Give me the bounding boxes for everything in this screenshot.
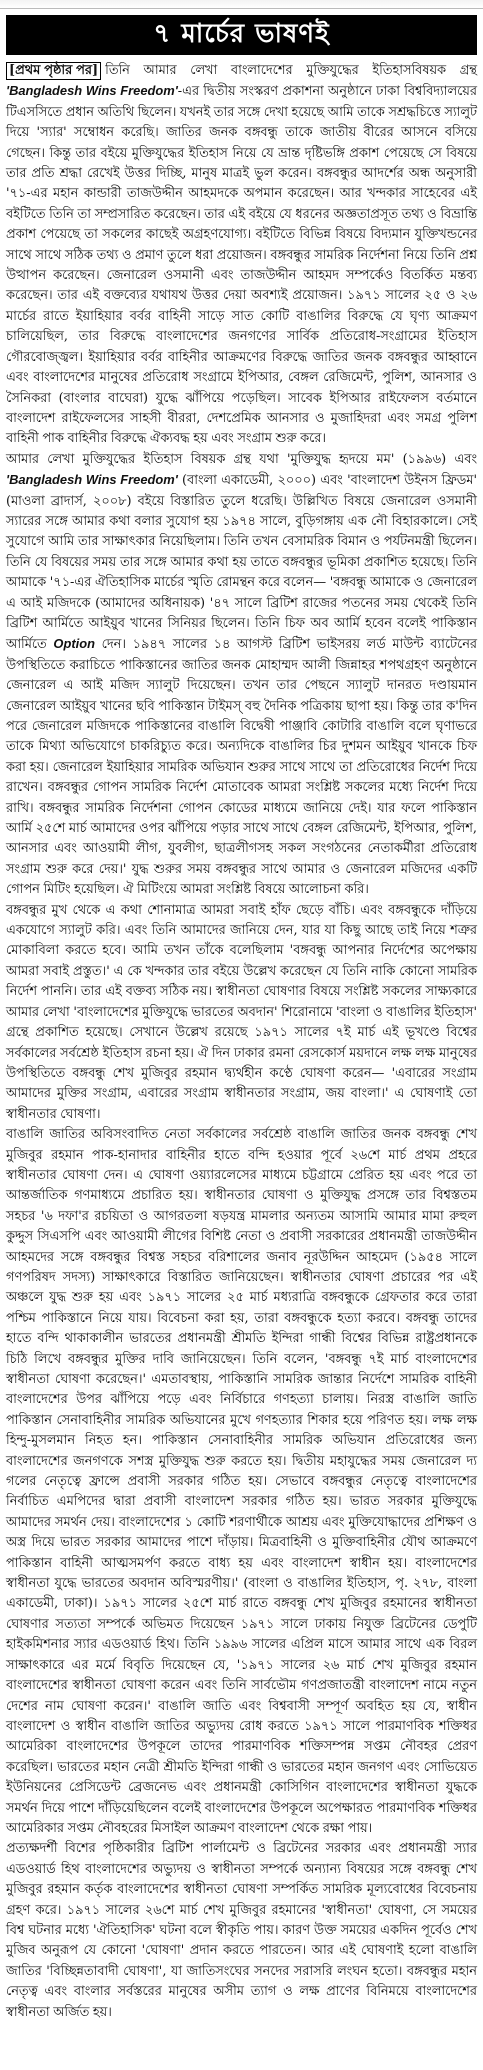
paragraph-5-text: প্রত্যক্ষদর্শী বিশের পৃষ্ঠিকারীর ব্রিটিশ পার্লামেন্ট ও ব্রিটেনের সরকার এবং প্রধানমন্ত্রী স্যার এডওয়ার্ড হিথ বাংলাদেশের অভ্যুদয় ও স্বাধীনতা সম্পর্কে অন্যান্য বিষয়ের সঙ্গে বঙ্গবন্ধু শেখ মুজিবুর রহমান কর্তৃক বাংলাদেশের স্বাধীনতা ঘোষণা সম্পর্কিত সামরিক মূল্যবোধের বিবেচনায় গ্রহণ করে। ১৯৭১ সালের ২৬শে মার্চ শেখ মুজিবুর রহমানের 'স্বাধীনতা' ঘোষণা, সে সময়ের বিশ্ব ঘটনার মধ্যে 'ঐতিহাসিক' ঘটনা বলে স্বীকৃতি পায়। কারণ উক্ত সময়ের একদিন পূর্বেও শেখ মুজিব অনুরূপ যে কোনো 'ঘোষণা' প্রদান করতে পারতেন। আর এই ঘোষণাই হলো বাঙালি জাতির 'বিচ্ছিন্নতাবাদী ঘোষণা', যা জাতিসংঘের সনদের সরাসরি লংঘন হতো। বঙ্গবন্ধুর মহান নেতৃত্ব এবং বাংলার সর্বস্তরের মানুষের অসীম ত্যাগ ও লক্ষ প্রাণের বিনিময়ে বাংলাদেশের স্বাধীনতা অর্জিত হয়। (6, 1841, 477, 2020)
book-title-english: 'Bangladesh Wins Freedom' (6, 472, 178, 488)
article-title-text: ৭ মার্চের ভাষণই (153, 19, 330, 49)
article-body (6, 61, 477, 2023)
paragraph-4 (6, 1125, 477, 1839)
book-title-english: 'Bangladesh Wins Freedom' (6, 83, 178, 99)
paragraph-3 (6, 901, 477, 1125)
paragraph-3-text: বঙ্গবন্ধুর মুখ থেকে এ কথা শোনামাত্র আমরা সবাই হাঁফ ছেড়ে বাঁচি। এবং বঙ্গবন্ধুকে দাঁড়িয়ে একযোগে স্যালুট করি। এবং তিনি আমাদের জানিয়ে দেন, যার যা কিছু আছে তাই নিয়ে শত্রুর মোকাবিলা করতে হবে। আমি তখন তাঁকে বলেছিলাম 'বঙ্গবন্ধু আপনার নির্দেশের অপেক্ষায় আমরা সবাই প্রস্তুত।' এ কে খন্দকার তার বইয়ে উল্লেখ করেছেন যে তিনি নাকি কোনো সামরিক নির্দেশ পাননি। তার এই বক্তব্য সঠিক নয়। স্বাধীনতা ঘোষণার বিষয়ে সংশ্লিষ্ট সকলের সাক্ষ্যকারে আমার লেখা 'বাংলাদেশের মুক্তিযুদ্ধে ভারতের অবদান' শিরোনামে 'বাংলা ও বাঙালির ইতিহাস' গ্রন্থে প্রকাশিত হয়েছে। সেখানে উল্লেখ রয়েছে ১৯৭১ সালের ৭ই মার্চ এই ভূখণ্ডে বিশ্বের সর্বকালের সর্বশ্রেষ্ঠ ইতিহাস রচনা হয়। ঐ দিন ঢাকার রমনা রেসকোর্স ময়দানে লক্ষ লক্ষ মানুষের উপস্থিতিতে বঙ্গবন্ধু শেখ মুজিবুর রহমান দ্ব্যর্থহীন কণ্ঠে ঘোষণা করেন— 'এবারের সংগ্রাম আমাদের মুক্তির সংগ্রাম, এবারের সংগ্রাম স্বাধীনতার সংগ্রাম, জয় বাংলা।' এ ঘোষণাই তো স্বাধীনতার ঘোষণা। (6, 902, 477, 1122)
option-word: Option (53, 636, 95, 652)
paragraph-2-text-b: (বাংলা একাডেমী, ২০০০) এবং 'বাংলাদেশ উইনস ফ্রিডম' (মাওলা ব্রাদার্স, ২০০৮) বইয়ে বিস্তারিত তুলে ধরেছি। উল্লিখিত বিষয়ে জেনারেল ওসমানী স্যারের সঙ্গে আমার কথা বলার সুযোগ হয় ১৯৭৪ সালে, বুড়িগঙ্গায় এক নৌ বিহারকালে। সেই সুযোগে আমি তার সাক্ষাৎকার নিয়েছিলাম। তিনি তখন বেসামরিক বিমান ও পর্যটনমন্ত্রী ছিলেন। তিনি যে বিষয়ের সময় তার সঙ্গে আমার কথা হয় তাতে বঙ্গবন্ধুর ভূমিকা প্রকাশিত হয়েছে। তিনি আমাকে '৭১-এর ঐতিহাসিক মার্চের স্মৃতি রোমন্থন করে বলেন— 'বঙ্গবন্ধু আমাকে ও জেনারেল এ আই মজিদকে (আমাদের অধিনায়ক) '৪৭ সালে ব্রিটিশ রাজের পতনের সময় থেকেই তিনি ব্রিটিশ আর্মিতে আইয়ুব খানের সিনিয়র ছিলেন। তিনি চিফ অব আর্মি হবেন বলেই পাকিস্তান আর্মিতে (6, 473, 477, 653)
paragraph-5 (6, 1839, 477, 2023)
paragraph-1-text-b: -এর দ্বিতীয় সংস্করণ প্রকাশনা অনুষ্ঠানে ঢাকা বিশ্ববিদ্যালয়ের টিএসসিতে প্রধান অতিথি ছিলেন। যখনই তার সঙ্গে দেখা হয়েছে আমি তাকে সশ্রদ্ধচিত্তে স্যালুট দিয়ে 'স্যার' সম্বোধন করেছি। জাতির জনক বঙ্গবন্ধু তাকে জাতীয় বীরের আসনে বসিয়ে গেছেন। কিন্তু তার বইয়ে মুক্তিযুদ্ধের ইতিহাস নিয়ে যে ভ্রান্ত দৃষ্টিভঙ্গি প্রকাশ পেয়েছে সে বিষয়ে তার প্রতি শ্রদ্ধা রেখেই উত্তর দিচ্ছি, মানুষ মাত্রই ভুল করেন। বঙ্গবন্ধুর আদর্শের অন্ধ অনুসারী '৭১-এর মহান কান্ডারী তাজউদ্দীন আহমদকে অপমান করেছেন। আর খন্দকার সাহেবের এই বইটিতে তিনি তা সম্প্রসারিত করেছেন। তার এই বইয়ে যে ধরনের অজ্ঞতাপ্রসূত তথ্য ও বিভ্রান্তি প্রকাশ পেয়েছে তা সকলের কাছেই অগ্রহণযোগ্য। বইটিতে বিভিন্ন বিষয়ে বিদ্যমান যুক্তিখন্ডনের সাথে সাথে সঠিক তথ্য ও প্রমাণ তুলে ধরা প্রয়োজন। বঙ্গবন্ধুর সামরিক নির্দেশনা নিয়ে তিনি প্রশ্ন উত্থাপন করেছেন। জেনারেল ওসমানী এবং তাজউদ্দীন আহমদ সম্পর্কেও বিতর্কিত মন্তব্য করেছেন। তার এই বক্তব্যের যথাযথ উত্তর দেয়া অবশ্যই প্রয়োজন। ১৯৭১ সালের ২৫ ও ২৬ মার্চের রাতে ইয়াহিয়ার বর্বর বাহিনী সাড়ে সাত কোটি বাঙালির বিরুদ্ধে যে ঘৃণ্য আক্রমণ চালিয়েছিল, তার বিরুদ্ধে বাংলাদেশের জনগণের সার্বিক প্রতিরোধ-সংগ্রামের ইতিহাস গৌরবোজ্জ্বল। ইয়াহিয়ার বর্বর বাহিনীর আক্রমণের বিরুদ্ধে জাতির জনক বঙ্গবন্ধুর আহ্বানে এবং বাংলাদেশের মানুষের প্রতিরোধ সংগ্রামে ইপিআর, বেঙ্গল রেজিমেন্ট, পুলিশ, আনসার ও সৈনিকরা (বাংলার বাঘেরা) যুদ্ধে ঝাঁপিয়ে পড়েছিল। সাবেক ইপিআর রাইফেলস বর্তমানে বাংলাদেশ রাইফেলসের সাহসী বীররা, দেশপ্রেমিক আনসার ও মুজাহিদরা এবং সমগ্র পুলিশ বাহিনী পাক বাহিনীর বিরুদ্ধে ঐক্যবদ্ধ হয় এবং সংগ্রাম শুরু করে। (6, 84, 477, 447)
paragraph-4-text: বাঙালি জাতির অবিসংবাদিত নেতা সর্বকালের সর্বশ্রেষ্ঠ বাঙালি জাতির জনক বঙ্গবন্ধু শেখ মুজিবুর রহমান পাক-হানাদার বাহিনীর হাতে বন্দি হওয়ার পূর্বে ২৬শে মার্চ প্রথম প্রহরে স্বাধীনতার ঘোষণা দেন। এ ঘোষণা ওয়্যারলেসের মাধ্যমে চট্টগ্রামে প্রেরিত হয় এবং পরে তা আন্তর্জাতিক গণমাধ্যমে প্রচারিত হয়। স্বাধীনতার ঘোষণা ও মুক্তিযুদ্ধ প্রসঙ্গে তার বিশ্বস্ততম সহচর '৬ দফা'র রচয়িতা ও আগরতলা ষড়যন্ত্র মামলার অন্যতম আসামি আমার মামা রুহুল কুদ্দুস সিএসপি এবং আওয়ামী লীগের বিশিষ্ট নেতা ও প্রবাসী সরকারের প্রধানমন্ত্রী তাজউদ্দীন আহমদের সঙ্গে বঙ্গবন্ধুর বিশ্বস্ত সহচর বরিশালের জনাব নূরউদ্দিন আহমেদ (১৯৫৪ সালে গণপরিষদ সদস্য) সাক্ষাৎকারে বিস্তারিত জানিয়েছেন। স্বাধীনতার ঘোষণা প্রচারের পর এই অঞ্চলে যুদ্ধ শুরু হয় এবং ১৯৭১ সালের ২৫ মার্চ মধ্যরাত্রি বঙ্গবন্ধুকে গ্রেফতার করে তারা পশ্চিম পাকিস্তানে নিয়ে যায়। বিবেচনা করা হয়, তারা বঙ্গবন্ধুকে হত্যা করবে। বঙ্গবন্ধু তাদের হাতে বন্দি থাকাকালীন ভারতের প্রধানমন্ত্রী শ্রীমতি ইন্দিরা গান্ধী বিশ্বের বিভিন্ন রাষ্ট্রপ্রধানকে চিঠি লিখে বঙ্গবন্ধুর মুক্তির দাবি জানিয়েছেন। তিনি বলেন, 'বঙ্গবন্ধু ৭ই মার্চ বাংলাদেশের স্বাধীনতা ঘোষণা করেছেন।' এমতাবস্থায়, পাকিস্তানি সামরিক জান্তার নির্দেশে সামরিক বাহিনী বাংলাদেশের উপর ঝাঁপিয়ে পড়ে এবং নির্বিচারে গণহত্যা চালায়। নিরস্ত্র বাঙালি জাতি পাকিস্তান সেনাবাহিনীর সামরিক অভিযানের মুখে গণহত্যার শিকার হয়ে পরিণত হয়। লক্ষ লক্ষ হিন্দু-মুসলমান নিহত হন। পাকিস্তান সেনাবাহিনীর সামরিক অভিযান প্রতিরোধের জন্য বাংলাদেশের জনগণকে সশস্ত্র মুক্তিযুদ্ধ শুরু করতে হয়। দ্বিতীয় মহাযুদ্ধের সময় জেনারেল দ্য গলের নেতৃত্বে ফ্রান্সে প্রবাসী সরকার গঠিত হয়। সেভাবে বঙ্গবন্ধুর নেতৃত্বে বাংলাদেশের নির্বাচিত এমপিদের দ্বারা প্রবাসী বাংলাদেশ সরকার গঠিত হয়। ভারত সরকার মুক্তিযুদ্ধে আমাদের সমর্থন দেয়। বাংলাদেশের ১ কোটি শরণার্থীকে আশ্রয় এবং মুক্তিযোদ্ধাদের প্রশিক্ষণ ও অস্ত্র দিয়ে ভারত সরকার আমাদের পাশে দাঁড়ায়। মিত্রবাহিনী ও মুক্তিবাহিনীর যৌথ আক্রমণে পাকিস্তান বাহিনী আত্মসমর্পণ করতে বাধ্য হয় এবং বাংলাদেশ স্বাধীন হয়। বাংলাদেশের স্বাধীনতা যুদ্ধে ভারতের অবদান অবিস্মরণীয়।' (বাংলা ও বাঙালির ইতিহাস, পৃ. ২৭৮, বাংলা একাডেমী, ঢাকা)। ১৯৭১ সালের ২৫শে মার্চ রাতে বঙ্গবন্ধু শেখ মুজিবুর রহমানের স্বাধীনতা ঘোষণার সত্যতা সম্পর্কে অভিমত দিয়েছেন ১৯৭১ সালে ঢাকায় নিযুক্ত ব্রিটেনের ডেপুটি হাইকমিশনার স্যার এডওয়ার্ড হিথ। তিনি ১৯৯৬ সালের এপ্রিল মাসে আমার সাথে এক বিরল সাক্ষাৎকারে এর মর্মে বিবৃতি দিয়েছেন যে, '১৯৭১ সালের ২৬ মার্চ শেখ মুজিবুর রহমান বাংলাদেশের স্বাধীনতা ঘোষণা করেন এবং তিনি সার্বভৌম গণপ্রজাতন্ত্রী বাংলাদেশ নামে নতুন দেশের নাম ঘোষণা করেন।' বাঙালি জাতি এবং বিশ্ববাসী সম্পূর্ণ অবহিত হয় যে, স্বাধীন বাংলাদেশ ও স্বাধীন বাঙালি জাতির অভ্যুদয় রোধ করতে ১৯৭১ সালে পারমাণবিক শক্তিধর আমেরিকা বাংলাদেশের উপকূলে তাদের পারমাণবিক শক্তিসম্পন্ন সপ্তম নৌবহর প্রেরণ করেছিল। ভারতের মহান নেত্রী শ্রীমতি ইন্দিরা গান্ধী ও ভারতের মহান জনগণ এবং সোভিয়েত ইউনিয়নের প্রেসিডেন্ট ব্রেজনেভ এবং প্রধানমন্ত্রী কোসিগিন বাংলাদেশের স্বাধীনতা যুদ্ধকে সমর্থন দিয়ে পাশে দাঁড়িয়েছিলেন বলেই বাংলাদেশের উপকূলে অপেক্ষারত পারমাণবিক শক্তিধর আমেরিকার সপ্তম নৌবহরের মিসাইল আক্রমণ বাংলাদেশ থেকে রক্ষা পায়। (6, 1127, 477, 1836)
paragraph-1-text-a: তিনি আমার লেখা বাংলাদেশের মুক্তিযুদ্ধের ইতিহাসবিষয়ক গ্রন্থ (105, 63, 477, 78)
cropped-header-strip (0, 0, 483, 9)
paragraph-2 (6, 450, 477, 901)
paragraph-2-text-c: দেন। ১৯৪৭ সালের ১৪ আগস্ট ব্রিটিশ ভাইসরয় লর্ড মাউন্ট ব্যাটেনের উপস্থিতিতে করাচিতে পাকিস্তানের জাতির জনক মোহাম্মদ আলী জিন্নাহর শপথগ্রহণ অনুষ্ঠানে জেনারেল এ আই মজিদ স্যালুট দিয়েছেন। তখন তার পেছনে স্যালুট দানরত দণ্ডায়মান জেনারেল আইয়ুব খানের ছবি পাকিস্তান টাইমস্ বহু দৈনিক পত্রিকায় ছাপা হয়। কিন্তু তার ক'দিন পরে জেনারেল মজিদকে পাকিস্তানের বাঙালি বিদ্বেষী পাঞ্জাবি কোটারি বাঙালি বলে ঘৃণাভরে তাকে মিথ্যা অভিযোগে চাকরিচ্যুত করে। অন্যদিকে বাঙালির চির দুশমন আইয়ুব খানকে চিফ করা হয়। জেনারেল ইয়াহিয়ার সামরিক অভিযান শুরুর সাথে সাথে তা প্রতিরোধের নির্দেশ দিয়ে রাখেন। বঙ্গবন্ধুর গোপন সামরিক নির্দেশ মোতাবেক আমরা সংশ্লিষ্ট সকলের মধ্যে নির্দেশ দিয়ে রাখি। বঙ্গবন্ধুর সামরিক নির্দেশনা গোপন কোডের মাধ্যমে জানিয়ে দেই। যার ফলে পাকিস্তান আর্মি ২৫শে মার্চ আমাদের ওপর ঝাঁপিয়ে পড়ার সাথে সাথে বেঙ্গল রেজিমেন্ট, ইপিআর, পুলিশ, আনসার এবং আওয়ামী লীগ, যুবলীগ, ছাত্রলীগসহ সকল সংগঠনের নেতাকর্মীরা প্রতিরোধ সংগ্রাম শুরু করে দেয়।' যুদ্ধ শুরুর সময় বঙ্গবন্ধুর সাথে আমার ও জেনারেল মজিদের একটি গোপন মিটিং হয়েছিল। ঐ মিটিংয়ে আমরা সংশ্লিষ্ট বিষয়ে আলোচনা করি। (6, 637, 477, 898)
article-title (6, 15, 477, 55)
paragraph-2-text-a: আমার লেখা মুক্তিযুদ্ধের ইতিহাস বিষয়ক গ্রন্থ যথা 'মুক্তিযুদ্ধ হৃদয়ে মম' (১৯৯৬) এবং (6, 451, 477, 467)
paragraph-1 (6, 61, 477, 450)
continued-label: [প্রথম পৃষ্ঠার পর] (6, 62, 101, 80)
